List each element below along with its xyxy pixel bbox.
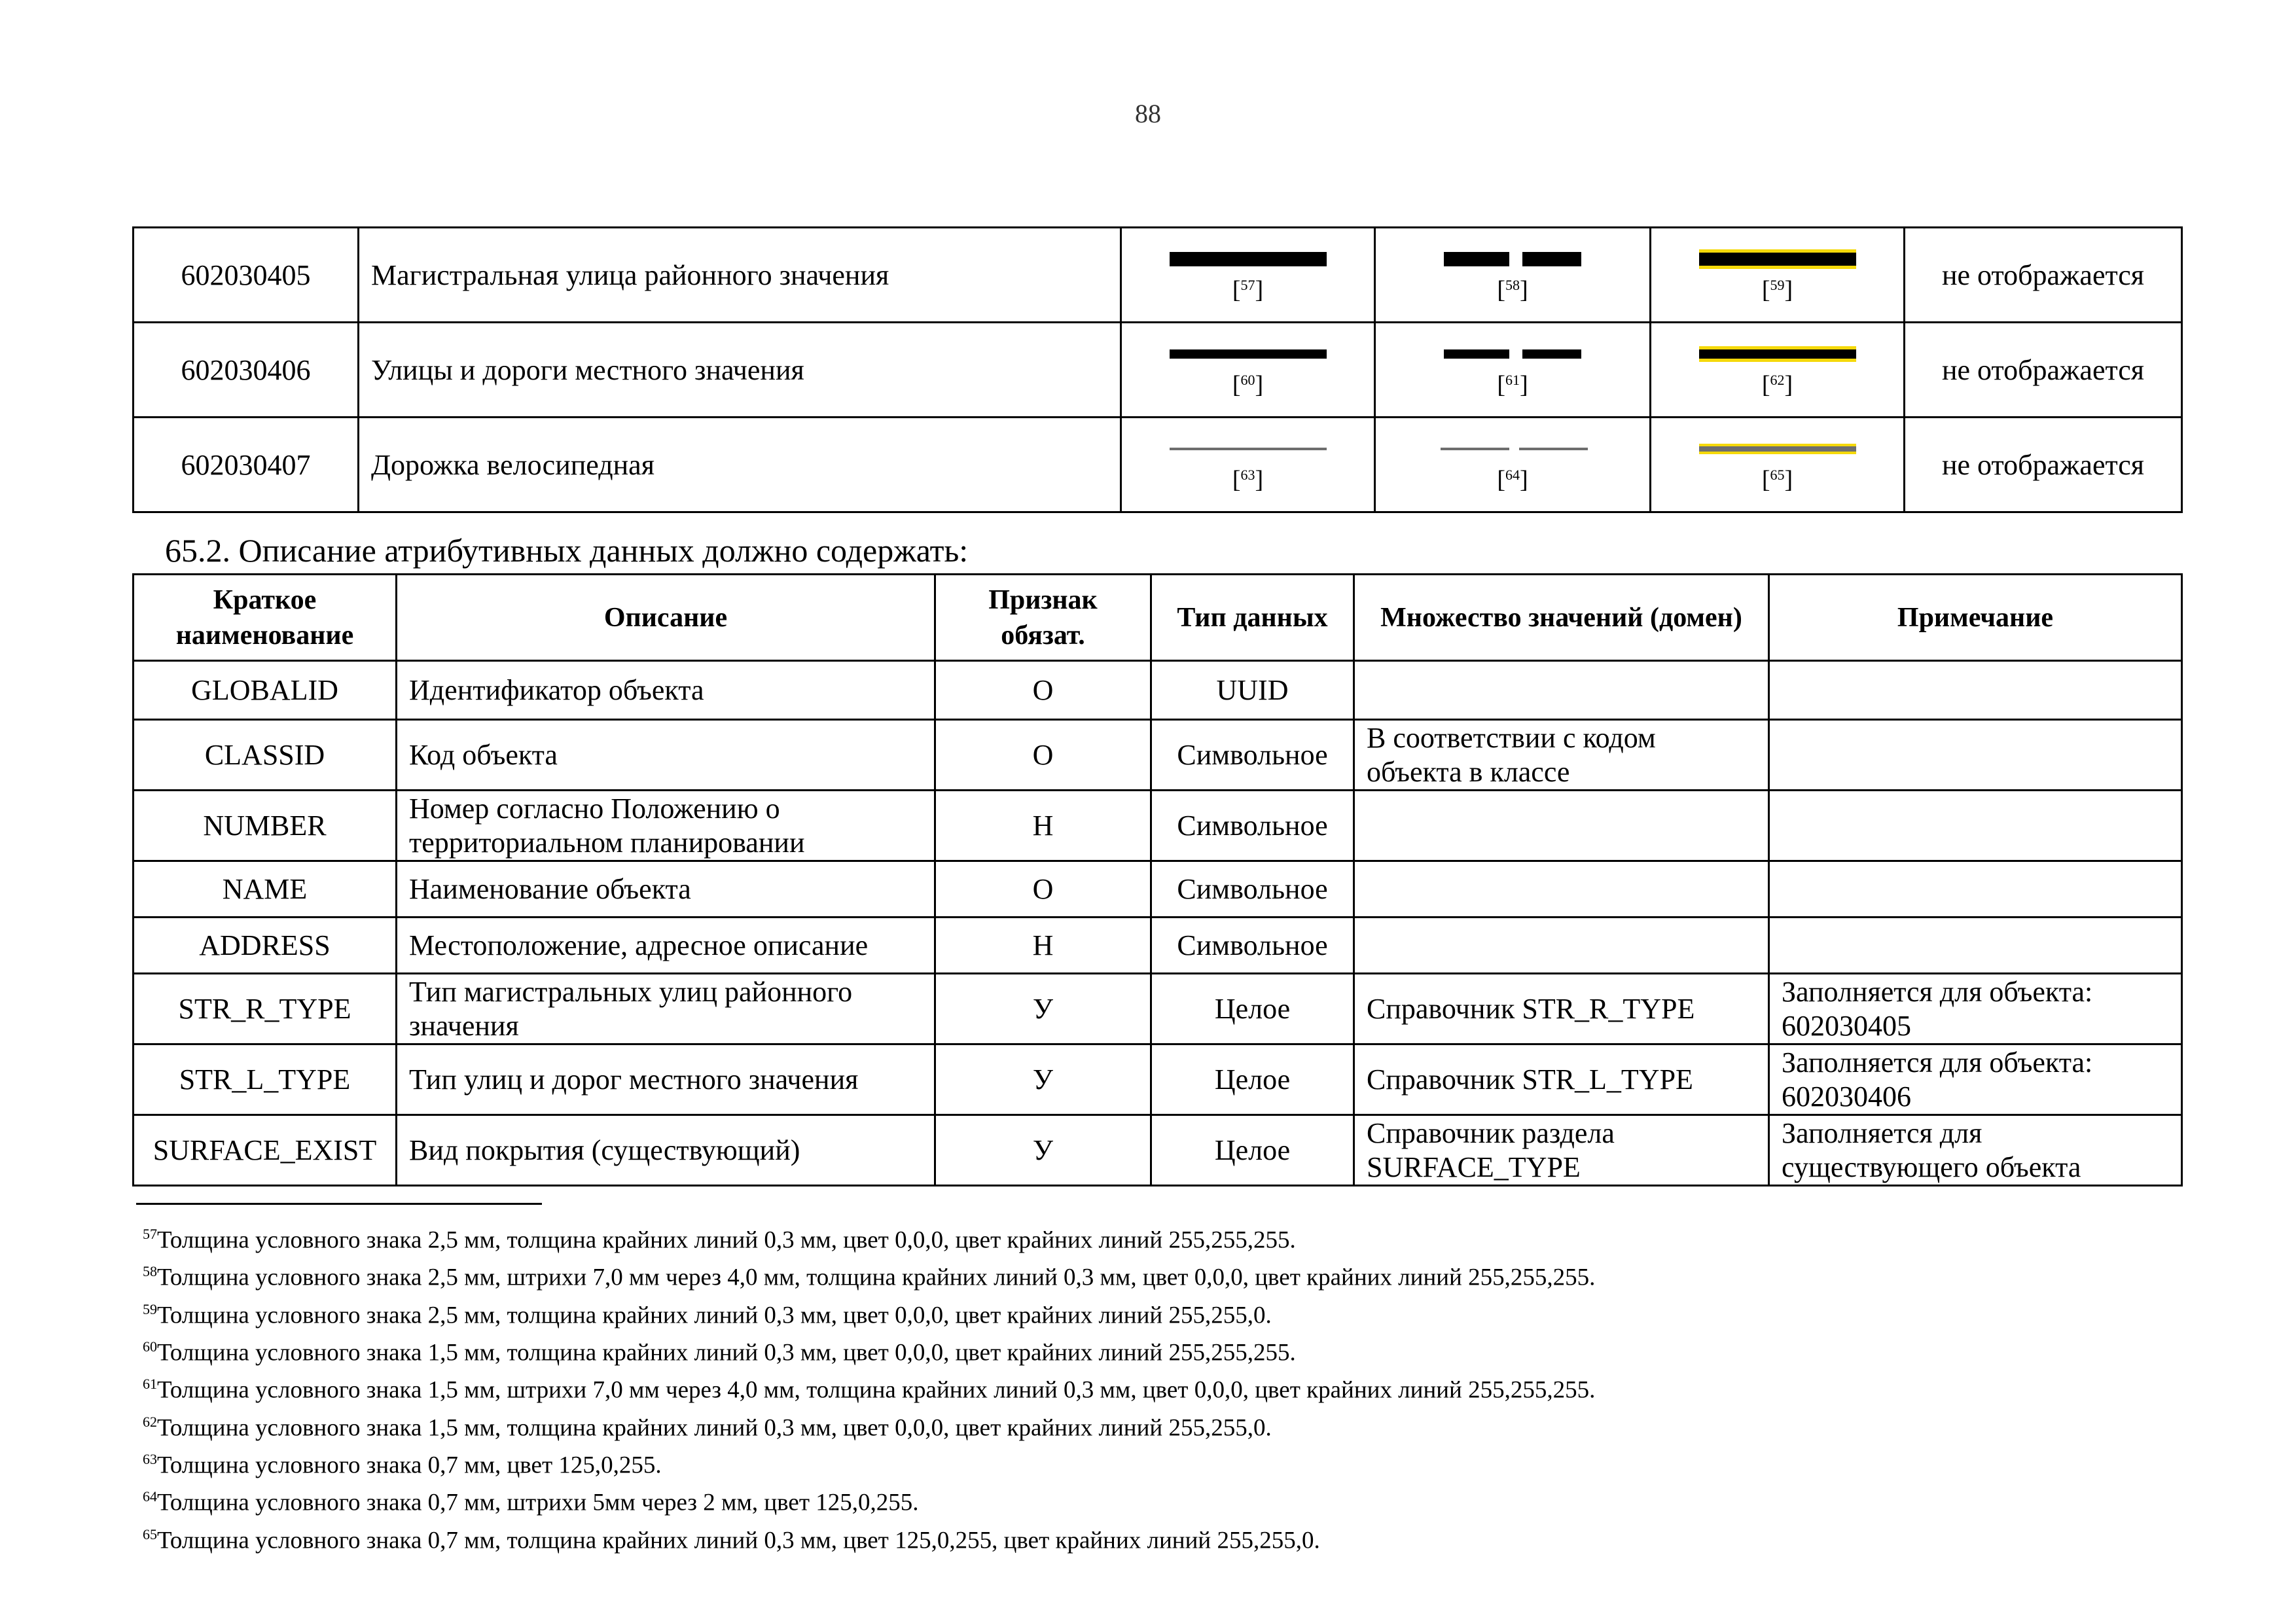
footnotes [143, 1219, 2172, 1556]
object-name: Дорожка велосипедная [359, 418, 1121, 512]
line-sign-yellow-edge-icon [1696, 435, 1859, 461]
cell-required: У [935, 1115, 1151, 1186]
symbol-row [134, 323, 2182, 418]
object-code: 602030405 [134, 228, 359, 323]
table-row [134, 791, 2182, 861]
cell-description: Номер согласно Положению о территориальном планировании [397, 791, 935, 861]
col-header-domain: Множество значений (домен) [1354, 575, 1769, 661]
footnote: $^{63}$Толщина условного знака 0,7 мм, цвет 125,0,255. [143, 1450, 662, 1479]
cell-short-name: SURFACE_EXIST [134, 1115, 397, 1186]
cell-domain [1354, 791, 1769, 861]
table-row [134, 861, 2182, 918]
cell-data-type: Целое [1151, 1044, 1354, 1115]
footnote: $^{60}$Толщина условного знака 1,5 мм, толщина крайних линий 0,3 мм, цвет 0,0,0, цвет крайних линий 255,255,255. [143, 1338, 1296, 1366]
cell-note [1769, 791, 2182, 861]
cell-note [1769, 861, 2182, 918]
footnote: $^{65}$Толщина условного знака 0,7 мм, толщина крайних линий 0,3 мм, цвет 125,0,255, цвет крайних линий 255,255,0. [143, 1525, 1320, 1554]
cell-required: О [935, 661, 1151, 720]
sign-cell [1651, 323, 1905, 418]
symbol-row [134, 418, 2182, 512]
cell-description: Наименование объекта [397, 861, 935, 918]
symbol-table [132, 226, 2183, 513]
sign-cell [1121, 323, 1375, 418]
display-note: не отображается [1905, 418, 2182, 512]
sign-cell [1375, 418, 1651, 512]
display-note: не отображается [1905, 323, 2182, 418]
object-code: 602030407 [134, 418, 359, 512]
line-sign-dashed-icon [1431, 435, 1594, 461]
display-note: не отображается [1905, 228, 2182, 323]
cell-data-type: UUID [1151, 661, 1354, 720]
line-sign-dashed-icon [1431, 340, 1594, 366]
sign-cell [1375, 323, 1651, 418]
line-sign-solid-icon [1166, 340, 1330, 366]
cell-description: Вид покрытия (существующий) [397, 1115, 935, 1186]
table-row [134, 918, 2182, 974]
cell-note [1769, 661, 2182, 720]
footnote-ref: [$^{65}$] [1761, 466, 1793, 493]
col-header-required: Признак обязат. [935, 575, 1151, 661]
col-header-description: Описание [397, 575, 935, 661]
footnote: $^{64}$Толщина условного знака 0,7 мм, штрихи 5мм через 2 мм, цвет 125,0,255. [143, 1488, 919, 1516]
cell-required: Н [935, 918, 1151, 974]
cell-note [1769, 918, 2182, 974]
cell-required: У [935, 1044, 1151, 1115]
footnote-ref: [$^{64}$] [1497, 466, 1528, 493]
cell-short-name: STR_R_TYPE [134, 974, 397, 1044]
footnote-ref: [$^{63}$] [1232, 466, 1264, 493]
cell-short-name: STR_L_TYPE [134, 1044, 397, 1115]
sign-cell [1651, 418, 1905, 512]
cell-domain: В соответствии с кодом объекта в классе [1354, 720, 1769, 791]
cell-description: Местоположение, адресное описание [397, 918, 935, 974]
footnote: $^{59}$Толщина условного знака 2,5 мм, толщина крайних линий 0,3 мм, цвет 0,0,0, цвет крайних линий 255,255,0. [143, 1300, 1272, 1329]
sign-cell [1121, 418, 1375, 512]
footnote: $^{58}$Толщина условного знака 2,5 мм, штрихи 7,0 мм через 4,0 мм, толщина крайних линий 0,3 мм, цвет 0,0,0, цвет крайних линий 255,255,255. [143, 1263, 1596, 1291]
table-row [134, 1044, 2182, 1115]
footnote-ref: [$^{58}$] [1497, 276, 1528, 304]
cell-short-name: NUMBER [134, 791, 397, 861]
cell-short-name: CLASSID [134, 720, 397, 791]
footnote-ref: [$^{57}$] [1232, 276, 1264, 304]
cell-domain [1354, 918, 1769, 974]
table-row [134, 1115, 2182, 1186]
cell-required: О [935, 861, 1151, 918]
cell-data-type: Символьное [1151, 720, 1354, 791]
cell-domain [1354, 861, 1769, 918]
cell-note: Заполняется для объекта: 602030406 [1769, 1044, 2182, 1115]
cell-description: Тип магистральных улиц районного значения [397, 974, 935, 1044]
cell-description: Тип улиц и дорог местного значения [397, 1044, 935, 1115]
table-row [134, 974, 2182, 1044]
cell-data-type: Символьное [1151, 861, 1354, 918]
cell-short-name: GLOBALID [134, 661, 397, 720]
footnote-ref: [$^{62}$] [1761, 371, 1793, 399]
line-sign-yellow-edge-icon [1696, 245, 1859, 272]
table-row [134, 720, 2182, 791]
footnote-ref: [$^{59}$] [1761, 276, 1793, 304]
table-header-row [134, 575, 2182, 661]
col-header-note: Примечание [1769, 575, 2182, 661]
footnote: $^{62}$Толщина условного знака 1,5 мм, толщина крайних линий 0,3 мм, цвет 0,0,0, цвет крайних линий 255,255,0. [143, 1413, 1272, 1441]
cell-note [1769, 720, 2182, 791]
cell-data-type: Символьное [1151, 918, 1354, 974]
cell-note: Заполняется для объекта: 602030405 [1769, 974, 2182, 1044]
sign-cell [1121, 228, 1375, 323]
col-header-data-type: Тип данных [1151, 575, 1354, 661]
cell-description: Идентификатор объекта [397, 661, 935, 720]
footnote-divider [136, 1203, 542, 1205]
cell-short-name: NAME [134, 861, 397, 918]
section-heading: 65.2. Описание атрибутивных данных должно содержать: [165, 532, 969, 569]
cell-data-type: Символьное [1151, 791, 1354, 861]
cell-required: Н [935, 791, 1151, 861]
cell-domain: Справочник STR_R_TYPE [1354, 974, 1769, 1044]
cell-description: Код объекта [397, 720, 935, 791]
cell-data-type: Целое [1151, 1115, 1354, 1186]
attributes-table [132, 573, 2183, 1186]
col-header-short-name: Краткое наименование [134, 575, 397, 661]
cell-note: Заполняется для существующего объекта [1769, 1115, 2182, 1186]
cell-domain [1354, 661, 1769, 720]
symbol-row [134, 228, 2182, 323]
cell-required: У [935, 974, 1151, 1044]
object-name: Магистральная улица районного значения [359, 228, 1121, 323]
cell-domain: Справочник раздела SURFACE_TYPE [1354, 1115, 1769, 1186]
table-row [134, 661, 2182, 720]
cell-data-type: Целое [1151, 974, 1354, 1044]
footnote-ref: [$^{61}$] [1497, 371, 1528, 399]
footnote-ref: [$^{60}$] [1232, 371, 1264, 399]
sign-cell [1375, 228, 1651, 323]
object-name: Улицы и дороги местного значения [359, 323, 1121, 418]
cell-required: О [935, 720, 1151, 791]
line-sign-yellow-edge-icon [1696, 340, 1859, 366]
footnote: $^{61}$Толщина условного знака 1,5 мм, штрихи 7,0 мм через 4,0 мм, толщина крайних линий 0,3 мм, цвет 0,0,0, цвет крайних линий 255,255,255. [143, 1376, 1596, 1404]
footnote: $^{57}$Толщина условного знака 2,5 мм, толщина крайних линий 0,3 мм, цвет 0,0,0, цвет крайних линий 255,255,255. [143, 1226, 1296, 1254]
cell-domain: Справочник STR_L_TYPE [1354, 1044, 1769, 1115]
line-sign-dashed-icon [1431, 245, 1594, 272]
sign-cell [1651, 228, 1905, 323]
line-sign-solid-icon [1166, 245, 1330, 272]
cell-short-name: ADDRESS [134, 918, 397, 974]
page-number: 88 [1135, 99, 1161, 128]
line-sign-solid-icon [1166, 435, 1330, 461]
object-code: 602030406 [134, 323, 359, 418]
